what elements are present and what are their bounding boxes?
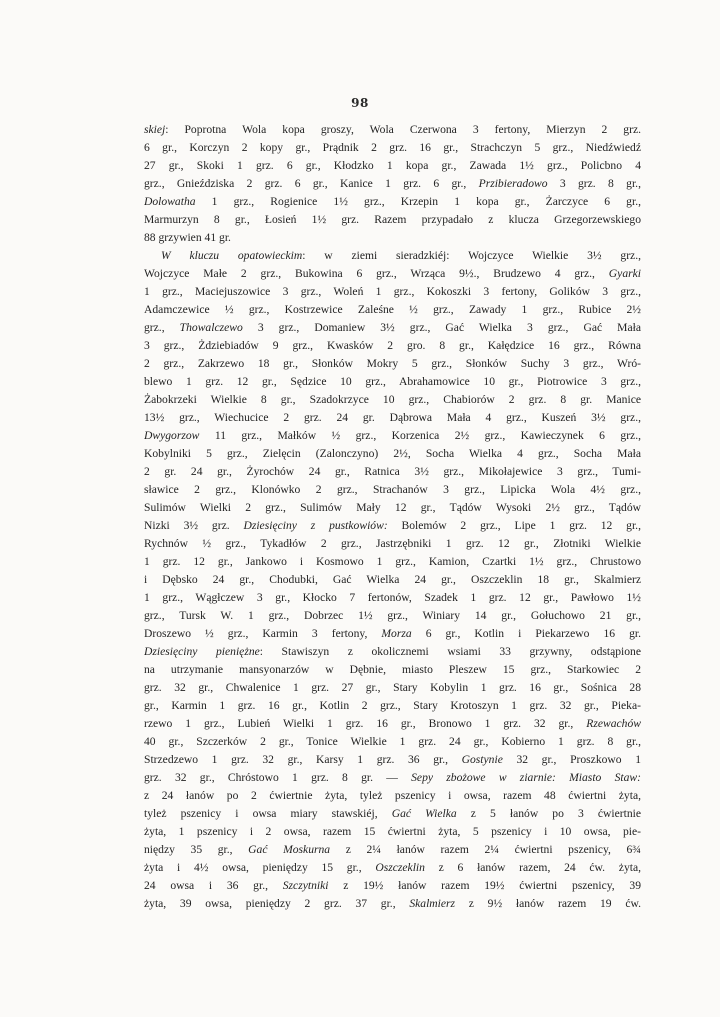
text-segment: Rychnów ½ grz., Tykadłów 2 grz., Jastrzębniki 1 grz. 12 gr., Złotniki Wielkie — [144, 537, 641, 550]
text-segment: z 5 łanów po 3 ćwiertnie — [456, 807, 641, 820]
text-line — [144, 211, 641, 229]
italic-place-name: Dolowatha — [144, 195, 196, 208]
italic-place-name: Dziesięciny pieniężne — [144, 645, 260, 658]
text-line — [144, 139, 641, 157]
text-segment: Nizki 3½ grz. — [144, 519, 244, 532]
italic-place-name: Gyarki — [608, 267, 641, 280]
text-segment: żyta, 39 owsa, pieniędzy 2 grz. 37 gr., — [144, 897, 410, 910]
italic-place-name: Rzewachów — [586, 717, 641, 730]
italic-place-name: Thowalczewo — [179, 321, 243, 334]
text-line — [144, 247, 641, 265]
text-segment: 6 gr., Korczyn 2 kopy gr., Prądnik 2 grz. 16 gr., Strachczyn 5 grz., Niedźwiedź — [144, 141, 641, 154]
text-line — [144, 373, 641, 391]
text-line — [144, 157, 641, 175]
text-line — [144, 625, 641, 643]
text-line — [144, 679, 641, 697]
text-line — [144, 319, 641, 337]
text-segment: 3 grz. 8 gr., — [547, 177, 641, 190]
text-line — [144, 337, 641, 355]
text-line — [144, 463, 641, 481]
text-segment: grz., Gnieździska 2 grz. 6 gr., Kanice 1 grz. 6 gr., — [144, 177, 479, 190]
italic-place-name: skiej — [144, 123, 166, 136]
text-segment: 1 grz., Rogienice 1½ grz., Krzepin 1 kopa gr., Żarczyce 6 gr., — [195, 195, 641, 208]
text-line — [144, 445, 641, 463]
text-segment: rzewo 1 grz., Lubień Wielki 1 grz. 16 gr., Bronowo 1 grz. 32 gr., — [144, 717, 587, 730]
text-line — [144, 481, 641, 499]
text-line — [144, 229, 641, 247]
text-segment: 2 gr. 24 gr., Żyrochów 24 gr., Ratnica 3½ grz., Mikołajewice 3 grz., Tumi- — [144, 465, 641, 478]
text-segment: 32 gr., Proszkowo 1 — [502, 753, 641, 766]
text-segment: 6 gr., Kotlin i Piekarzewo 16 gr. — [411, 627, 641, 640]
italic-place-name: Gać Moskurna — [248, 843, 331, 856]
text-line — [144, 877, 641, 895]
italic-place-name: Sepy zbożowe w ziarnie: Miasto Staw: — [411, 771, 641, 784]
text-segment: : Poprotna Wola kopa groszy, Wola Czerwona 3 fertony, Mierzyn 2 grz. — [165, 123, 641, 136]
text-segment: 3 grz., Żdziebiadów 9 grz., Kwasków 2 gro. 8 gr., Kałędzice 16 grz., Równa — [144, 339, 641, 352]
text-segment: tyleż pszenicy i owsa miary stawskiéj, — [144, 807, 392, 820]
text-segment: sławice 2 grz., Klonówko 2 grz., Strachanów 3 grz., Lipicka Wola 4½ grz., — [144, 483, 641, 496]
text-segment: Sulimów Wielki 2 grz., Sulimów Mały 12 gr., Tądów Wysoki 2½ grz., Tądów — [144, 501, 641, 514]
text-line — [144, 841, 641, 859]
text-segment: gr., Karmin 1 grz. 16 gr., Kotlin 2 grz., Stary Krotoszyn 1 grz. 32 gr., Pieka- — [144, 699, 641, 712]
italic-place-name: Gać Wielka — [391, 807, 457, 820]
text-segment: 11 grz., Małków ½ grz., Korzenica 2½ grz., Kawieczynek 6 grz., — [199, 429, 641, 442]
text-segment: z 9½ łanów razem 19 ćw. — [455, 897, 641, 910]
text-line — [144, 751, 641, 769]
text-line — [144, 283, 641, 301]
text-segment: 13½ grz., Wiechucice 2 grz. 24 gr. Dąbrowa Mała 4 grz., Kuszeń 3½ grz., — [144, 411, 641, 424]
text-segment: 24 owsa i 36 gr., — [144, 879, 283, 892]
text-segment: Adamczewice ½ grz., Kostrzewice Zaleśne ½ grz., Zawady 1 grz., Rubice 2½ — [144, 303, 641, 316]
text-line — [144, 265, 641, 283]
text-line — [144, 517, 641, 535]
text-line — [144, 193, 641, 211]
text-segment: Strzedzewo 1 grz. 32 gr., Karsy 1 grz. 36 gr., — [144, 753, 462, 766]
text-segment: blewo 1 grz. 12 gr., Sędzice 10 grz., Abrahamowice 10 gr., Piotrowice 3 grz., — [144, 375, 641, 388]
italic-place-name: Dziesięciny z pustkowiów: — [243, 519, 388, 532]
italic-place-name: Skalmierz — [409, 897, 456, 910]
text-segment: z 19½ łanów razem 19½ ćwiertni pszenicy, 39 — [328, 879, 641, 892]
text-line — [144, 175, 641, 193]
text-segment: Bolemów 2 grz., Lipe 1 grz. 12 gr., — [387, 519, 641, 532]
text-segment: niędzy 35 gr., — [144, 843, 249, 856]
italic-place-name: Gostynie — [461, 753, 503, 766]
text-segment: Żabokrzeki Wielkie 8 gr., Szadokrzyce 10 grz., Chabiorów 2 grz. 8 gr. Manice — [144, 393, 641, 406]
text-line — [144, 769, 641, 787]
text-segment: : Stawiszyn z okolicznemi wsiami 33 grzywny, odstąpione — [259, 645, 641, 658]
page-number: 98 — [351, 96, 369, 110]
text-segment: Kobylniki 5 grz., Zielęcin (Zalonczyno) 2½, Socha Wielka 4 grz., Socha Mała — [144, 447, 641, 460]
italic-place-name: Dwygorzow — [144, 429, 200, 442]
text-line — [144, 571, 641, 589]
text-segment: 2 grz., Zakrzewo 18 gr., Słonków Mokry 5 grz., Słonków Suchy 3 grz., Wró- — [144, 357, 641, 370]
text-segment: 1 grz., Maciejuszowice 3 grz., Woleń 1 grz., Kokoszki 3 fertony, Golików 3 grz., — [144, 285, 641, 298]
text-segment: 88 grzywien 41 gr. — [144, 231, 231, 244]
text-line — [144, 787, 641, 805]
text-segment: na utrzymanie mansyonarzów w Dębnie, miasto Pleszew 15 grz., Starkowiec 2 — [144, 663, 641, 676]
text-segment: Wojczyce Małe 2 grz., Bukowina 6 grz., Wrząca 9½., Brudzewo 4 grz., — [144, 267, 609, 280]
text-segment: grz. 32 gr., Chwalenice 1 grz. 27 gr., Stary Kobylin 1 grz. 16 gr., Sośnica 28 — [144, 681, 641, 694]
text-line — [144, 697, 641, 715]
text-line — [144, 895, 641, 913]
text-line — [144, 589, 641, 607]
text-line — [144, 355, 641, 373]
text-line — [144, 823, 641, 841]
text-segment: 1 grz. 12 gr., Jankowo i Kosmowo 1 grz., Kamion, Czartki 1½ grz., Chrustowo — [144, 555, 641, 568]
text-segment: : w ziemi sieradzkiéj: Wojczyce Wielkie 3½ grz., — [302, 249, 641, 262]
text-segment: Droszewo ½ grz., Karmin 3 fertony, — [144, 627, 382, 640]
text-line — [144, 301, 641, 319]
text-segment: 40 gr., Szczerków 2 gr., Tonice Wielkie 1 grz. 24 gr., Kobierno 1 grz. 8 gr., — [144, 735, 641, 748]
text-segment: grz. 32 gr., Chróstowo 1 grz. 8 gr. — — [144, 771, 412, 784]
italic-place-name: Oszczeklin — [375, 861, 425, 874]
text-line — [144, 535, 641, 553]
text-line — [144, 715, 641, 733]
text-segment: żyta, 1 pszenicy i 2 owsa, razem 15 ćwiertni żyta, 5 pszenicy i 10 owsa, pie- — [144, 825, 641, 838]
text-line — [144, 643, 641, 661]
italic-place-name: Przibieradowo — [478, 177, 548, 190]
text-segment: 27 gr., Skoki 1 grz. 6 gr., Kłodzko 1 kopa gr., Zawada 1½ grz., Policbno 4 — [144, 159, 641, 172]
text-segment: 3 grz., Domaniew 3½ grz., Gać Wielka 3 grz., Gać Mała — [242, 321, 641, 334]
text-segment: z 24 łanów po 2 ćwiertnie żyta, tyleż pszenicy i owsa, razem 48 ćwiertni żyta, — [144, 789, 641, 802]
text-segment: i Dębsko 24 gr., Chodubki, Gać Wielka 24 gr., Oszczeklin 18 gr., Skalmierz — [144, 573, 641, 586]
text-segment: z 6 łanów razem, 24 ćw. żyta, — [424, 861, 641, 874]
text-segment: żyta i 4½ owsa, pieniędzy 15 gr., — [144, 861, 376, 874]
text-line — [144, 733, 641, 751]
text-line — [144, 121, 641, 139]
text-line — [144, 805, 641, 823]
text-segment: Marmurzyn 8 gr., Łosień 1½ grz. Razem przypadało z klucza Grzegorzewskiego — [144, 213, 641, 226]
text-segment: z 2¼ łanów razem 2¼ ćwiertni pszenicy, 6¾ — [330, 843, 641, 856]
text-segment: 1 grz., Wągłczew 3 gr., Kłocko 7 fertonów, Szadek 1 grz. 12 gr., Pawłowo 1½ — [144, 591, 641, 604]
body-text — [144, 121, 641, 913]
text-line — [144, 661, 641, 679]
text-line — [144, 553, 641, 571]
text-line — [144, 499, 641, 517]
text-line — [144, 607, 641, 625]
text-line — [144, 409, 641, 427]
text-segment: grz., Tursk W. 1 grz., Dobrzec 1½ grz., Winiary 14 gr., Gołuchowo 21 gr., — [144, 609, 641, 622]
text-line — [144, 391, 641, 409]
italic-place-name: W kluczu opatowieckim — [161, 249, 303, 262]
italic-place-name: Szczytniki — [282, 879, 329, 892]
text-line — [144, 859, 641, 877]
text-segment: grz., — [144, 321, 180, 334]
italic-place-name: Morza — [381, 627, 412, 640]
text-line — [144, 427, 641, 445]
